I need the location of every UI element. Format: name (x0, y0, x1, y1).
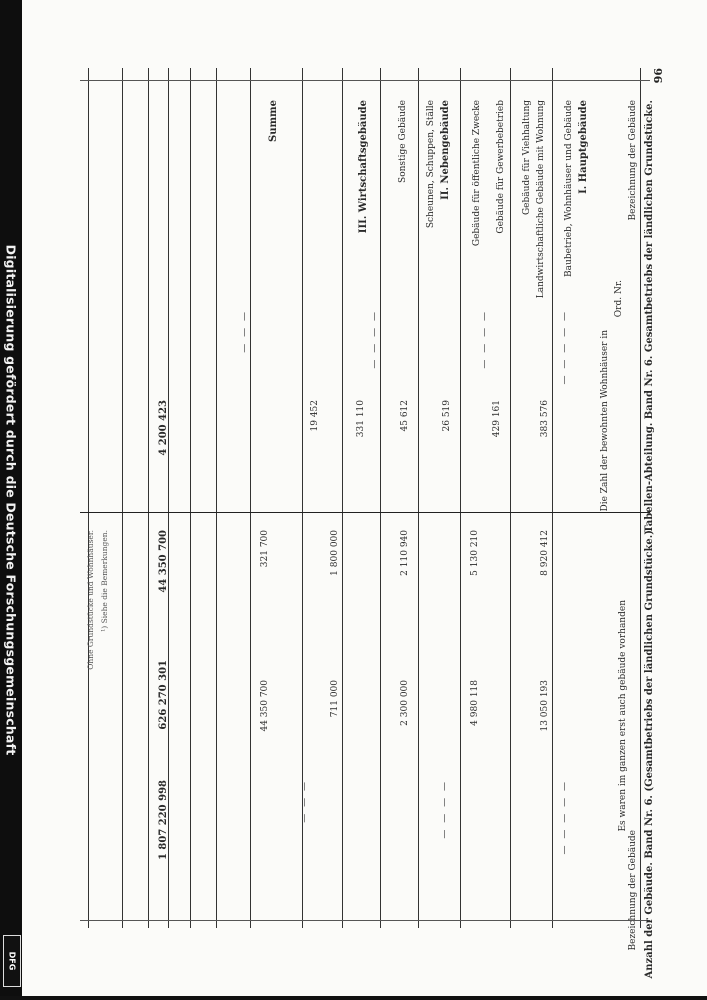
footnote: ¹) Siehe die Bemerkungen. (100, 530, 109, 632)
header-rule (80, 80, 650, 81)
value-cell: 321 700 (260, 530, 270, 568)
col-label-main: Bezeichnung der Gebäude (628, 100, 638, 221)
row-label: Sonstige Gebäude (398, 100, 408, 183)
section-heading: I. Hauptgebäude (578, 100, 589, 194)
page-fold-rule (80, 512, 650, 513)
empty-cells: — — — — (440, 780, 450, 839)
value-cell: 8 920 412 (540, 530, 550, 576)
value-total: 626 270 301 (158, 660, 169, 730)
value-cell: 711 000 (330, 680, 340, 718)
value-cell: 5 130 210 (470, 530, 480, 576)
frame-rule (552, 68, 553, 928)
value-cell: 26 519 (442, 400, 452, 432)
frame-rule (88, 68, 89, 928)
frame-rule (190, 68, 191, 928)
frame-rule (460, 68, 461, 928)
frame-rule (640, 68, 641, 928)
value-cell: 2 300 000 (400, 680, 410, 726)
frame-rule (510, 68, 511, 928)
value-cell: 45 612 (400, 400, 410, 432)
digitization-note: Digitalisierung gefördert durch die Deutsche Forschungsgemeinschaft (3, 244, 19, 756)
dfg-logo-label: DFG (7, 951, 17, 971)
value-cell: 383 576 (540, 400, 550, 438)
row-label: Gebäude für öffentliche Zwecke (472, 100, 482, 247)
frame-rule (380, 68, 381, 928)
value-cell: 429 161 (492, 400, 502, 438)
empty-cells: — — — — (370, 310, 380, 369)
row-label: Landwirtschaftliche Gebäude mit Wohnung (536, 100, 546, 299)
value-cell: 1 800 000 (330, 530, 340, 576)
value-cell: 4 980 118 (470, 680, 480, 726)
row-label: Gebäude für Gewerbebetrieb (496, 100, 506, 234)
frame-rule (148, 68, 149, 928)
page-number: 96 (652, 68, 665, 84)
row-label: Scheunen, Schuppen, Ställe (426, 100, 436, 229)
section-heading: III. Wirtschaftsgebäude (358, 100, 369, 234)
empty-cells: — — — (240, 310, 250, 353)
section-heading: II. Nebengebäude (440, 100, 451, 200)
value-cell: 331 110 (356, 400, 366, 438)
value-cell: 19 452 (310, 400, 320, 432)
running-head-left: Tabellen-Abteilung. Band Nr. 6. Gesamtbetriebs der ländlichen Grundstücke. (644, 100, 655, 533)
dfg-logo (3, 935, 21, 987)
value-cell: 2 110 940 (400, 530, 410, 576)
digitization-strip (0, 0, 22, 1000)
header-group-right: Es waren im ganzen erst auch gebäude vorhanden (618, 600, 628, 832)
frame-rule (250, 68, 251, 928)
running-head-right: Anzahl der Gebäude. Band Nr. 6. (Gesamtbetriebs der ländlichen Grundstücke.) (644, 530, 655, 979)
footer-rule (80, 920, 650, 921)
value-cell: 13 050 193 (540, 680, 550, 732)
frame-rule (216, 68, 217, 928)
col-label-right: Bezeichnung der Gebäude (628, 830, 638, 951)
value-total: 4 200 423 (158, 400, 169, 456)
value-total: 44 350 700 (158, 530, 169, 593)
value-total: 1 807 220 998 (158, 780, 169, 861)
row-label: Baubetrieb, Wohnhäuser und Gebäude (564, 100, 574, 277)
empty-cells: — — — — (480, 310, 490, 369)
empty-cells: — — — (300, 780, 310, 823)
rotated-table-document (40, 60, 680, 979)
header-group-left: Die Zahl der bewohnten Wohnhäuser in (600, 330, 610, 512)
footnote: Ohne Grundstücke und Wohnhäuser. (86, 530, 95, 670)
frame-rule (122, 68, 123, 928)
value-cell: 44 350 700 (260, 680, 270, 732)
scan-bottom-edge (0, 996, 707, 1000)
empty-cells: — — — — — (560, 780, 570, 855)
row-label: Gebäude für Viehhaltung (522, 100, 532, 216)
col-label-code: Ord. Nr. (614, 280, 624, 318)
row-label-total: Summe (268, 100, 279, 143)
empty-cells: — — — — — (560, 310, 570, 385)
frame-rule (342, 68, 343, 928)
frame-rule (418, 68, 419, 928)
